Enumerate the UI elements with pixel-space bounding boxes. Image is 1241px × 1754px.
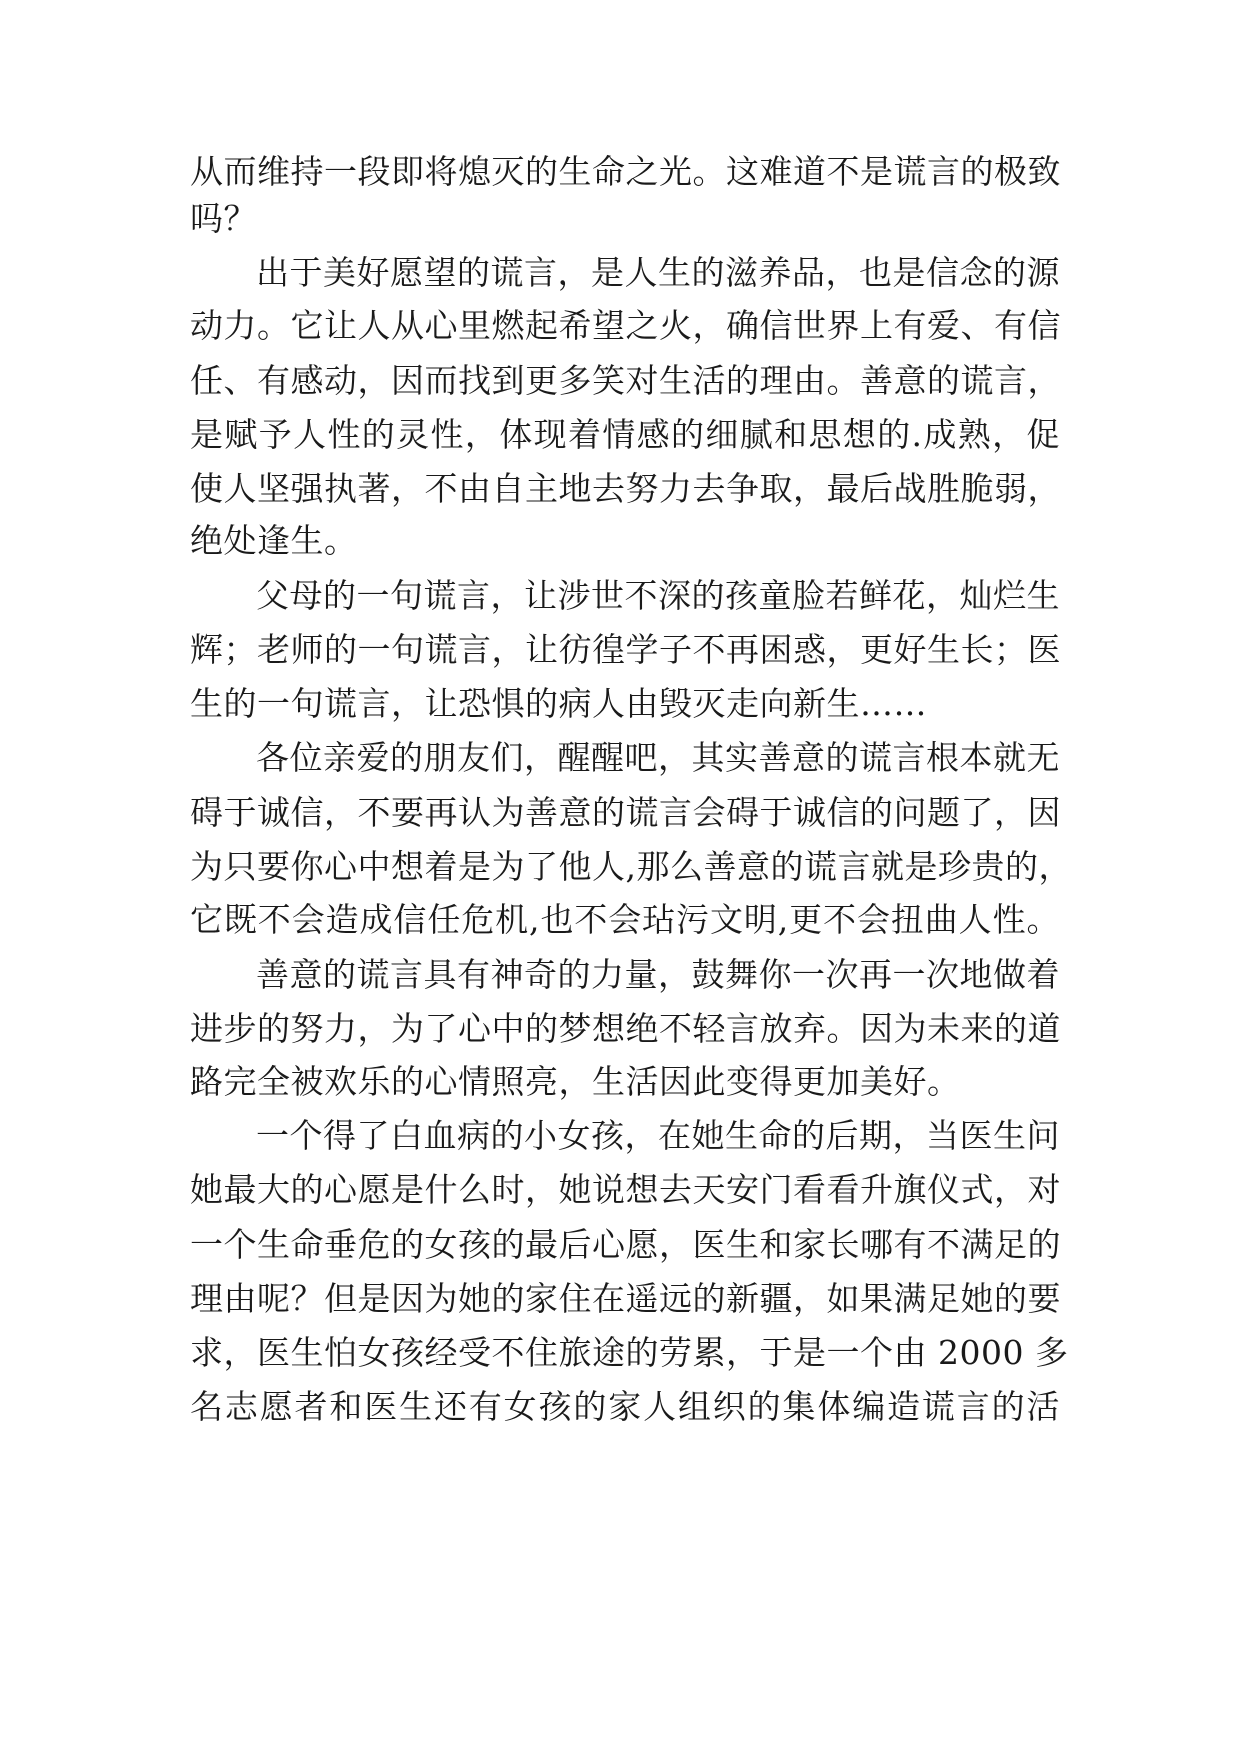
text-line: 名志愿者和医生还有女孩的家人组织的集体编造谎言的活 (190, 1387, 1060, 1426)
text-line: 一个得了白血病的小女孩，在她生命的后期，当医生问 (256, 1116, 1060, 1155)
text-line: 路完全被欢乐的心情照亮，生活因此变得更加美好。 (190, 1062, 961, 1101)
text-line: 善意的谎言具有神奇的力量，鼓舞你一次再一次地做着 (256, 955, 1060, 994)
text-line: 进步的努力，为了心中的梦想绝不轻言放弃。因为未来的道 (190, 1009, 1061, 1048)
text-line: 一个生命垂危的女孩的最后心愿，医生和家长哪有不满足的 (190, 1225, 1061, 1264)
text-line: 辉；老师的一句谎言，让彷徨学子不再困惑，更好生长；医 (190, 630, 1061, 669)
text-line: 她最大的心愿是什么时，她说想去天安门看看升旗仪式，对 (190, 1170, 1061, 1209)
text-line: 绝处逢生。 (190, 521, 358, 560)
text-line: 使人坚强执著，不由自主地去努力去争取，最后战胜脆弱， (190, 469, 1061, 508)
text-line: 任、有感动，因而找到更多笑对生活的理由。善意的谎言， (190, 361, 1061, 400)
text-line: 生的一句谎言，让恐惧的病人由毁灭走向新生…… (190, 684, 927, 723)
text-line: 出于美好愿望的谎言，是人生的滋养品，也是信念的源 (256, 253, 1060, 292)
text-line: 它既不会造成信任危机,也不会玷污文明,更不会扭曲人性。 (190, 900, 1060, 939)
text-line: 父母的一句谎言，让涉世不深的孩童脸若鲜花，灿烂生 (256, 576, 1060, 615)
text-line: 理由呢？但是因为她的家住在遥远的新疆，如果满足她的要 (190, 1279, 1061, 1318)
text-line: 从而维持一段即将熄灭的生命之光。这难道不是谎言的极致 (190, 152, 1061, 191)
text-line: 求，医生怕女孩经受不住旅途的劳累，于是一个由 2000 多 (190, 1333, 1069, 1372)
text-line: 碍于诚信，不要再认为善意的谎言会碍于诚信的问题了，因 (190, 793, 1061, 832)
text-line: 为只要你心中想着是为了他人,那么善意的谎言就是珍贵的， (190, 847, 1072, 886)
text-line: 各位亲爱的朋友们，醒醒吧，其实善意的谎言根本就无 (256, 738, 1060, 777)
text-line: 动力。它让人从心里燃起希望之火，确信世界上有爱、有信 (190, 306, 1061, 345)
text-line: 吗？ (190, 199, 257, 238)
text-line: 是赋予人性的灵性，体现着情感的细腻和思想的.成熟，促 (190, 415, 1060, 454)
